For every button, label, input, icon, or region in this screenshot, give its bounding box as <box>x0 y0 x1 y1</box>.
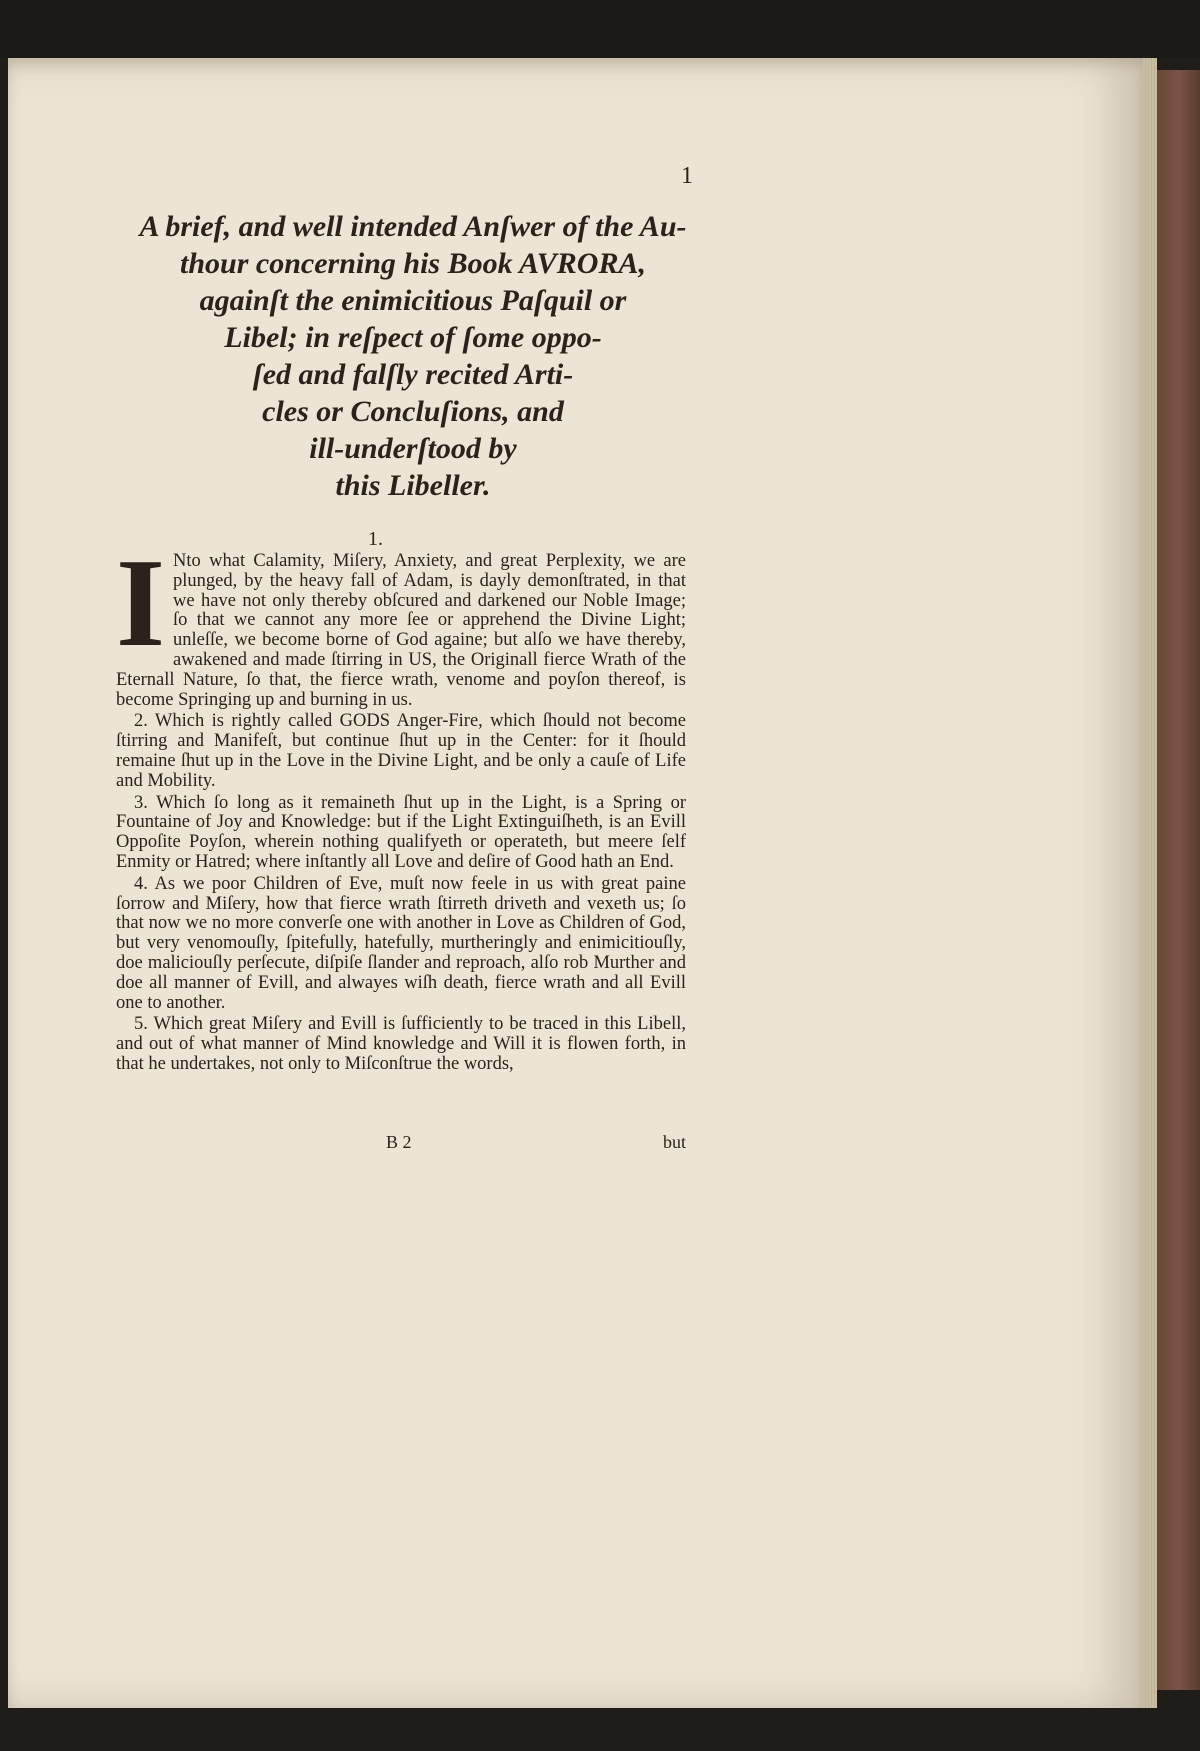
catchword: but <box>662 1132 686 1152</box>
top-background <box>0 0 1200 58</box>
title-line: againſt the enimicitious Paſquil or <box>199 284 627 317</box>
paragraph: Nto what Calamity, Miſery, Anxiety, and great Perplexity, we are plunged, by the heavy fall of Adam, is dayly demonſtrated, in that we have not only thereby obſcured and darkened our Noble Image; ſo that we cannot any more ſee or apprehend the Divine Light; unleſſe, we become borne of God againe; but alſo we have thereby, awakened and made ſtirring in US, the Originall fierce Wrath of the Eternall Nature, ſo that, the fierce wrath, venome and poyſon thereof, is become Springing up and burning in us. <box>116 551 686 710</box>
title-line: cles or Concluſions, and <box>262 395 564 428</box>
book-page <box>8 58 1143 1708</box>
title-line: Libel; in reſpect of ſome oppo- <box>224 321 602 354</box>
book-cover-edge <box>1157 70 1200 1690</box>
paragraph: 4. As we poor Children of Eve, muſt now feele in us with great paine ſorrow and Miſery, how that fierce wrath ſtirreth driveth and vexeth us; ſo that now we no more converſe one with another in Love as Children of God, but very venomouſly, ſpitefully, hatefully, murtheringly and enimicitiouſly, doe maliciouſly perſecute, diſpiſe ſlander and reproach, alſo rob Murther and doe all manner of Evill, and alwayes wiſh death, fierce wrath and all Evill one to another. <box>116 873 686 1013</box>
paragraph: 2. Which is rightly called GODS Anger-Fire, which ſhould not become ſtirring and Manifeſt, but continue ſhut up in the Center: for it ſhould remaine ſhut up in the Love in the Divine Light, and be only a cauſe of Life and Mobility. <box>116 711 686 791</box>
page-number: 1 <box>681 163 693 189</box>
signature-mark: B 2 <box>386 1132 412 1152</box>
section-number: 1. <box>368 528 383 550</box>
title-block <box>113 208 713 504</box>
paragraph: 3. Which ſo long as it remaineth ſhut up in the Light, is a Spring or Fountaine of Joy and Knowledge: but if the Light Extinguiſheth, is an Evill Oppoſite Poyſon, wherein nothing qualifyeth or operateth, but meere ſelf Enmity or Hatred; where inſtantly all Love and deſire of Good hath an End. <box>116 792 686 872</box>
paragraph: 5. Which great Miſery and Evill is ſufficiently to be traced in this Libell, and out of what manner of Mind knowledge and Will it is flowen forth, in that he undertakes, not only to Miſconſtrue the words, <box>116 1014 686 1074</box>
body-text <box>116 534 686 1077</box>
title-line: thour concerning his Book AVRORA, <box>180 247 646 280</box>
title-line: ſed and falſly recited Arti- <box>252 358 574 391</box>
title-line: A brief, and well intended Anſwer of the Au- <box>139 210 687 243</box>
title-line: ill-underſtood by <box>309 432 517 465</box>
title-line: this Libeller. <box>335 469 491 502</box>
drop-cap: I <box>116 534 166 673</box>
